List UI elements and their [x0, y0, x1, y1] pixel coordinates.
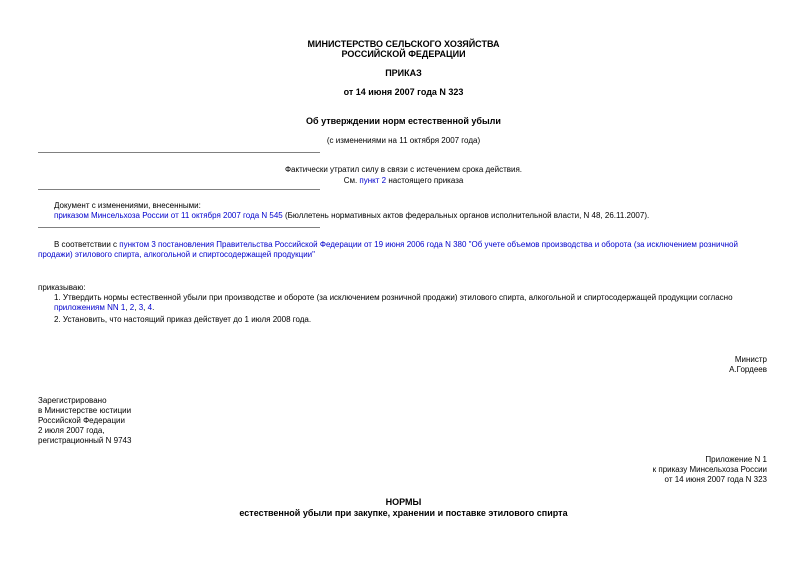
appendix-line-3: от 14 июня 2007 года N 323: [664, 475, 767, 484]
sep: ,: [125, 303, 130, 312]
doc-title: Об утверждении норм естественной убыли: [306, 116, 501, 126]
divider: [38, 189, 320, 190]
link-appendix-4[interactable]: 4: [147, 303, 153, 312]
item-1-text: 1. Утвердить нормы естественной убыли при производстве и обороте (за исключением розничной продажи) этилового спирта, алкогольной и спиртосодержащей продукции согласно: [54, 293, 733, 302]
registration-line-2: в Министерстве юстиции: [38, 406, 132, 415]
registration-line-1: Зарегистрировано: [38, 396, 107, 405]
see-suffix: настоящего приказа: [386, 176, 464, 185]
item-1-end: .: [152, 303, 155, 312]
changes-line: [54, 211, 774, 221]
order-word: приказываю:: [38, 283, 86, 292]
amendments-note: (с изменениями на 11 октября 2007 года): [326, 136, 481, 145]
preamble: [38, 240, 773, 260]
link-order-545[interactable]: приказом Минсельхоза России от 11 октября 2007 года N 545: [54, 211, 283, 220]
item-1: [54, 293, 784, 313]
changes-intro: Документ с изменениями, внесенными:: [54, 201, 201, 210]
registration-line-5: регистрационный N 9743: [38, 436, 132, 445]
appendix-line-1: Приложение N 1: [705, 455, 767, 464]
link-appendix-3[interactable]: 3: [138, 303, 144, 312]
ministry-line-2: РОССИЙСКОЙ ФЕДЕРАЦИИ: [341, 49, 466, 59]
appendix-line-2: к приказу Минсельхоза России: [652, 465, 767, 474]
sep: ,: [134, 303, 139, 312]
link-appendix-1[interactable]: приложениям NN 1: [54, 303, 126, 312]
registration-line-4: 2 июля 2007 года,: [38, 426, 105, 435]
divider: [38, 227, 320, 228]
see-prefix: См.: [343, 176, 360, 185]
preamble-prefix: В соответствии с: [54, 240, 120, 249]
appendix-subtitle: естественной убыли при закупке, хранении и поставке этилового спирта: [239, 508, 568, 518]
sep: ,: [143, 303, 148, 312]
doc-date: от 14 июня 2007 года N 323: [343, 87, 464, 97]
signature-position: Министр: [734, 355, 767, 364]
link-point-2[interactable]: пункт 2: [359, 176, 387, 185]
doc-type: ПРИКАЗ: [385, 68, 422, 78]
signature-name: А.Гордеев: [729, 365, 767, 374]
validity-see: [0, 176, 807, 186]
link-resolution-380[interactable]: пунктом 3 постановления Правительства Российской Федерации от 19 июня 2006 года N 380 "Об учете объемов производства и оборота (за исключением розничной продажи) этилового спирта, алкогольной и спиртосодержащей продукции": [38, 240, 738, 259]
appendix-title: НОРМЫ: [385, 497, 422, 507]
registration-line-3: Российской Федерации: [38, 416, 125, 425]
divider: [38, 152, 320, 153]
ministry-line-1: МИНИСТЕРСТВО СЕЛЬСКОГО ХОЗЯЙСТВА: [307, 39, 500, 49]
validity-line: Фактически утратил силу в связи с истечением срока действия.: [284, 165, 523, 174]
link-appendix-2[interactable]: 2: [129, 303, 135, 312]
item-2: 2. Установить, что настоящий приказ действует до 1 июля 2008 года.: [54, 315, 312, 324]
changes-suffix: (Бюллетень нормативных актов федеральных органов исполнительной власти, N 48, 26.11.2007).: [282, 211, 650, 220]
